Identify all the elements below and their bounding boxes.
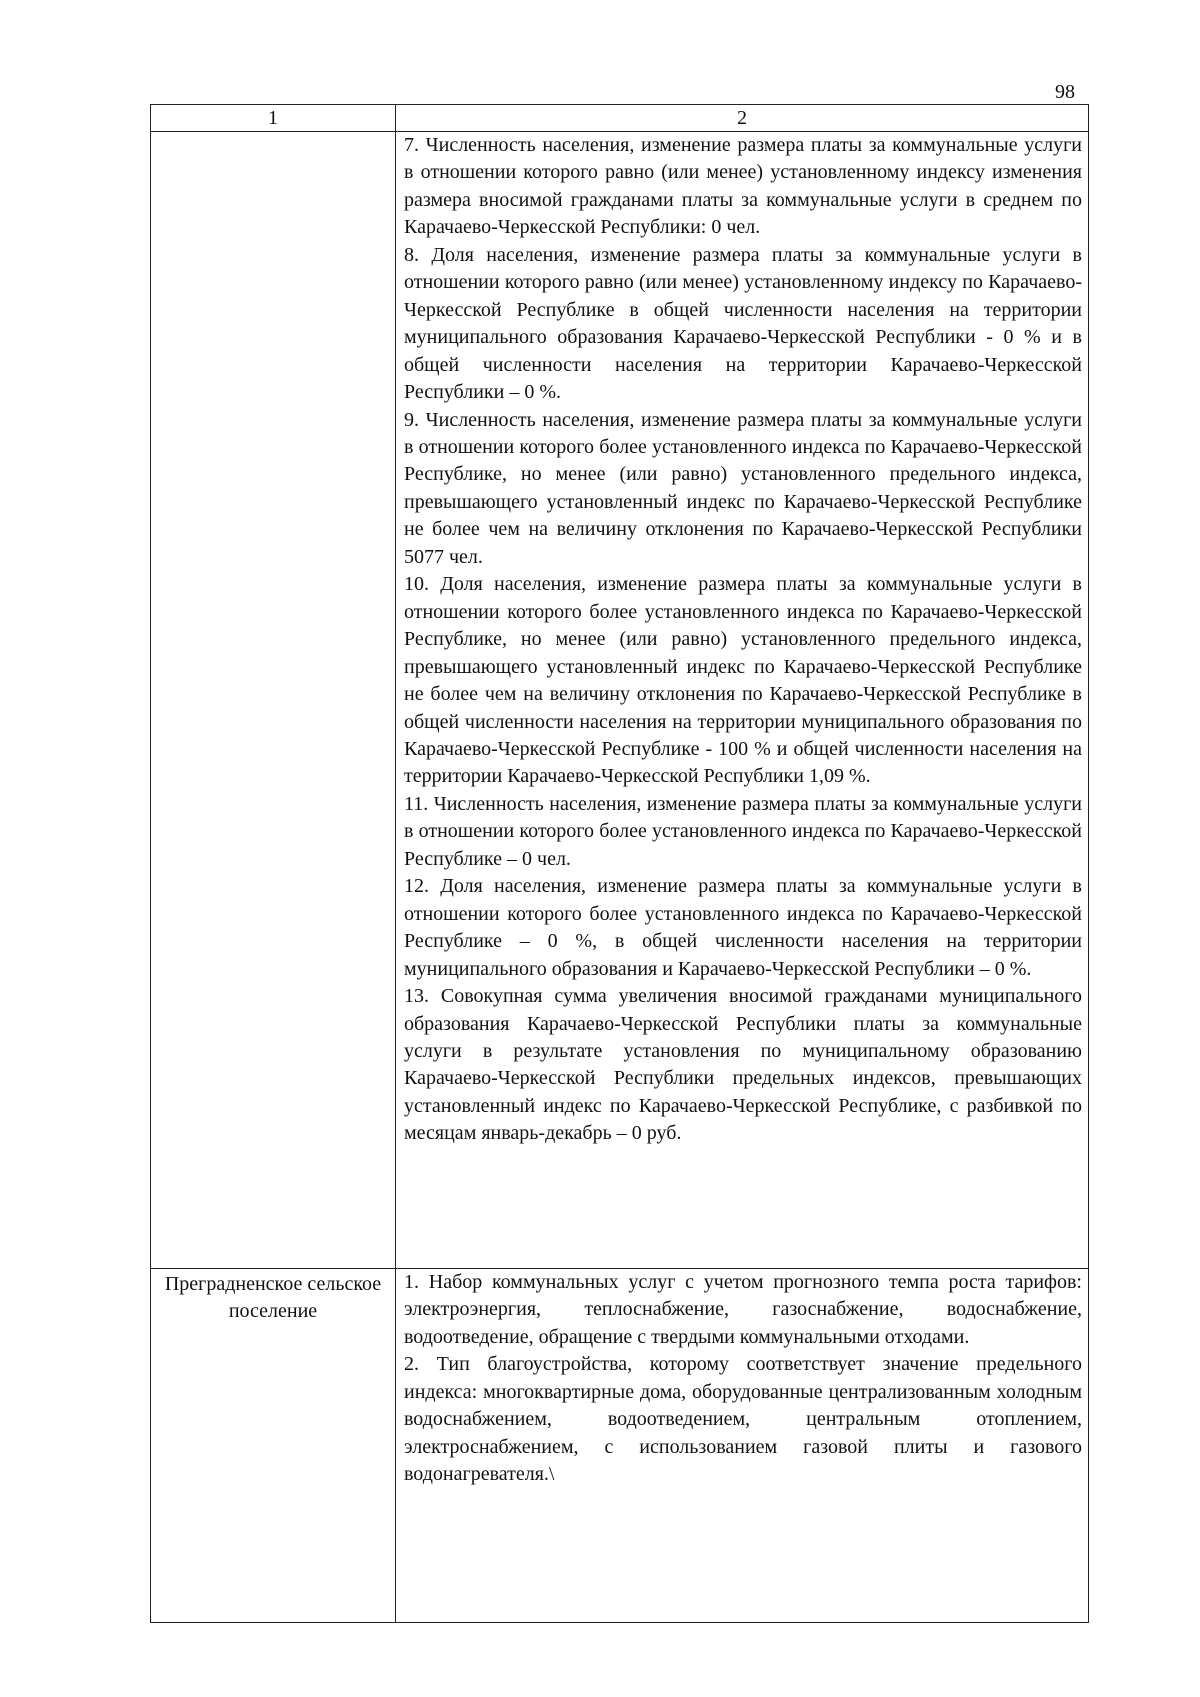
indicators-cell: [396, 1269, 1089, 1623]
data-table: [150, 104, 1089, 1623]
indicator-paragraph: 11. Численность населения, изменение размера платы за коммунальные услуги в отношении которого более установленного индекса по Карачаево-Черкесской Республике – 0 чел.: [404, 792, 1082, 870]
indicator-paragraph: 9. Численность населения, изменение размера платы за коммунальные услуги в отношении которого более установленного индекса по Карачаево-Черкесской Республике, но менее (или равно) установленного предельного индекса, превышающего установленный индекс по Карачаево-Черкесской Республике не более чем на величину отклонения по Карачаево-Черкесской Республики 5077 чел.: [404, 408, 1082, 568]
page-number: 98: [1055, 81, 1075, 103]
indicator-paragraph: 8. Доля населения, изменение размера платы за коммунальные услуги в отношении которого равно (или менее) установленному индексу по Карачаево-Черкесской Республике в общей численности населения на территории муниципального образования Карачаево-Черкесской Республики - 0 % и в общей численности населения на территории Карачаево-Черкесской Республики – 0 %.: [404, 243, 1082, 404]
indicators-cell: [396, 132, 1089, 1269]
table-row: [151, 1269, 1089, 1623]
indicator-paragraph: 10. Доля населения, изменение размера платы за коммунальные услуги в отношении которого более установленного индекса по Карачаево-Черкесской Республике, но менее (или равно) установленного предельного индекса, превышающего установленный индекс по Карачаево-Черкесской Республике не более чем на величину отклонения по Карачаево-Черкесской Республике в общей численности населения на территории муниципального образования по Карачаево-Черкесской Республике - 100 % и общей численности населения на территории Карачаево-Черкесской Республики 1,09 %.: [404, 573, 1082, 788]
indicator-paragraph: 1. Набор коммунальных услуг с учетом прогнозного темпа роста тарифов: электроэнергия, теплоснабжение, газоснабжение, водоснабжение, водоотведение, обращение с твердыми коммунальными отходами.: [404, 1271, 1082, 1348]
indicator-paragraph: 12. Доля населения, изменение размера платы за коммунальные услуги в отношении которого более установленного индекса по Карачаево-Черкесской Республике – 0 %, в общей численности населения на территории муниципального образования и Карачаево-Черкесской Республики – 0 %.: [404, 875, 1082, 980]
table-row: [151, 132, 1089, 1269]
column-header-1: 1: [151, 105, 396, 132]
indicator-paragraph: 7. Численность населения, изменение размера платы за коммунальные услуги в отношении которого равно (или менее) установленному индексу изменения размера вносимой гражданами платы за коммунальные услуги в среднем по Карачаево-Черкесской Республики: 0 чел.: [404, 134, 1082, 239]
column-header-2: 2: [396, 105, 1089, 132]
indicator-paragraph: 2. Тип благоустройства, которому соответствует значение предельного индекса: многоквартирные дома, оборудованные централизованным холодным водоснабжением, водоотведением, центральным отоплением, электроснабжением, с использованием газовой плиты и газового водонагревателя.\: [404, 1353, 1082, 1486]
municipality-name: Преградненское сельское поселение: [151, 1269, 396, 1623]
indicator-paragraph: 13. Совокупная сумма увеличения вносимой гражданами муниципального образования Карачаево-Черкесской Республики платы за коммунальные услуги в результате установления по муниципальному образованию Карачаево-Черкесской Республики предельных индексов, превышающих установленный индекс по Карачаево-Черкесской Республике, с разбивкой по месяцам январь-декабрь – 0 руб.: [404, 985, 1082, 1145]
table-header-row: [151, 105, 1089, 132]
municipality-name: [151, 132, 396, 1269]
